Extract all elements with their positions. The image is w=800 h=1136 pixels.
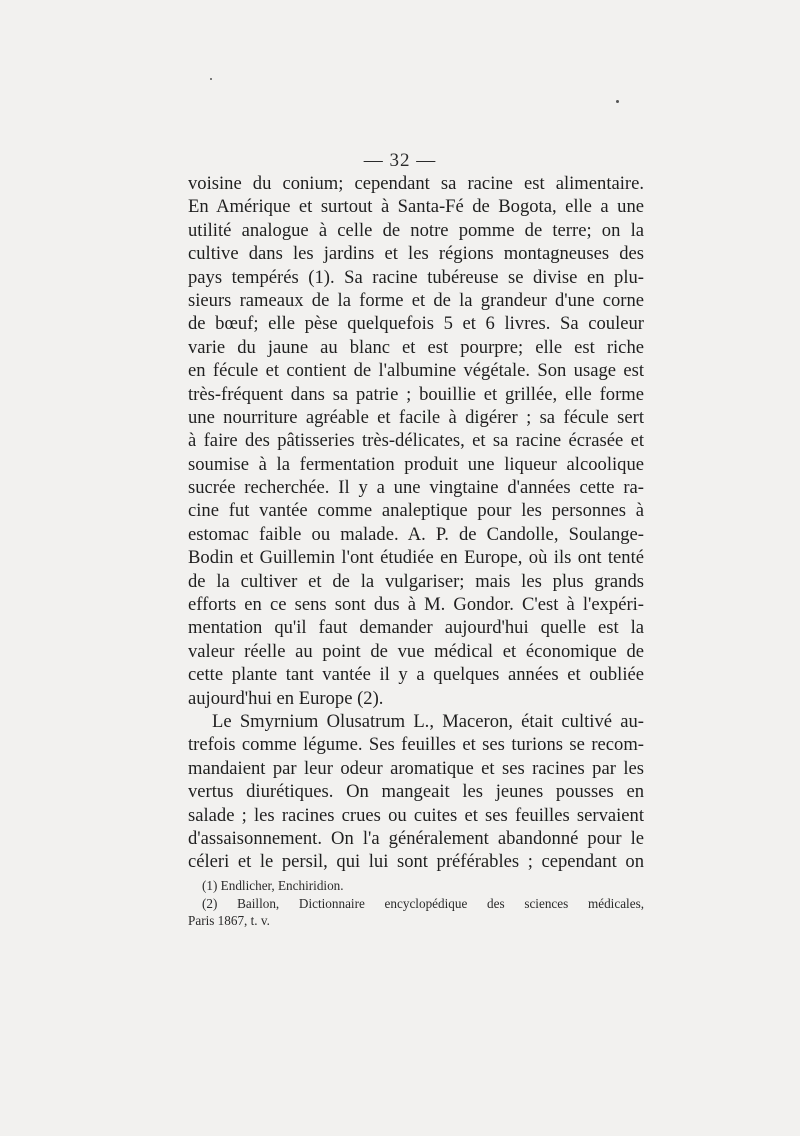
text-line: estomac faible ou malade. A. P. de Candolle, Soulange- xyxy=(188,523,644,545)
text-line: efforts en ce sens sont dus à M. Gondor. C'est à l'expéri- xyxy=(188,594,644,616)
text-line: très-fréquent dans sa patrie ; bouillie et grillée, elle forme xyxy=(188,383,644,405)
print-speck xyxy=(616,100,619,103)
text-line: varie du jaune au blanc et est pourpre; elle est riche xyxy=(188,336,644,358)
text-line: trefois comme légume. Ses feuilles et ses turions se recom- xyxy=(188,734,644,756)
text-line: voisine du conium; cependant sa racine est alimentaire. xyxy=(188,173,644,194)
text-line: aujourd'hui en Europe (2). xyxy=(188,687,384,709)
text-line: valeur réelle au point de vue médical et économique de xyxy=(188,640,644,662)
text-line: de la cultiver et de la vulgariser; mais les plus grands xyxy=(188,570,644,592)
text-line: de bœuf; elle pèse quelquefois 5 et 6 livres. Sa couleur xyxy=(188,313,644,335)
text-line: mandaient par leur odeur aromatique et ses racines par les xyxy=(188,757,644,779)
footnote-line: Paris 1867, t. v. xyxy=(188,913,270,929)
text-line: pays tempérés (1). Sa racine tubéreuse se divise en plu- xyxy=(188,266,644,288)
footnote-line: (2) Baillon, Dictionnaire encyclopédique des sciences médicales, xyxy=(202,895,644,911)
text-line: En Amérique et surtout à Santa-Fé de Bogota, elle a une xyxy=(188,196,644,218)
text-line: une nourriture agréable et facile à digérer ; sa fécule sert xyxy=(188,406,644,428)
text-line: cine fut vantée comme analeptique pour les personnes à xyxy=(188,500,644,522)
text-line: d'assaisonnement. On l'a généralement abandonné pour le xyxy=(188,827,644,849)
footnotes xyxy=(188,877,644,930)
text-line: céleri et le persil, qui lui sont préférables ; cependant on xyxy=(188,851,644,873)
page-number: — 32 — xyxy=(363,150,437,171)
footnote-line: (1) Endlicher, Enchiridion. xyxy=(202,878,344,893)
text-line: utilité analogue à celle de notre pomme de terre; on la xyxy=(188,219,644,241)
text-line: mentation qu'il faut demander aujourd'hui quelle est la xyxy=(188,617,644,639)
print-speck xyxy=(210,78,212,80)
text-line: à faire des pâtisseries très-délicates, et sa racine écrasée et xyxy=(188,430,644,452)
text-line: en fécule et contient de l'albumine végétale. Son usage est xyxy=(188,360,644,382)
text-line: salade ; les racines crues ou cuites et ses feuilles servaient xyxy=(188,804,644,826)
text-line: sieurs rameaux de la forme et de la grandeur d'une corne xyxy=(188,289,644,311)
text-line: sucrée recherchée. Il y a une vingtaine d'années cette ra- xyxy=(188,477,644,499)
body-text xyxy=(188,172,644,874)
text-line: cette plante tant vantée il y a quelques années et oubliée xyxy=(188,664,644,686)
text-line: Bodin et Guillemin l'ont étudiée en Europe, où ils ont tenté xyxy=(188,547,644,569)
text-line: Le Smyrnium Olusatrum L., Maceron, était cultivé au- xyxy=(212,710,644,732)
text-line: vertus diurétiques. On mangeait les jeunes pousses en xyxy=(188,781,644,803)
text-line: soumise à la fermentation produit une liqueur alcoolique xyxy=(188,453,644,475)
text-line: cultive dans les jardins et les régions montagneuses des xyxy=(188,243,644,265)
